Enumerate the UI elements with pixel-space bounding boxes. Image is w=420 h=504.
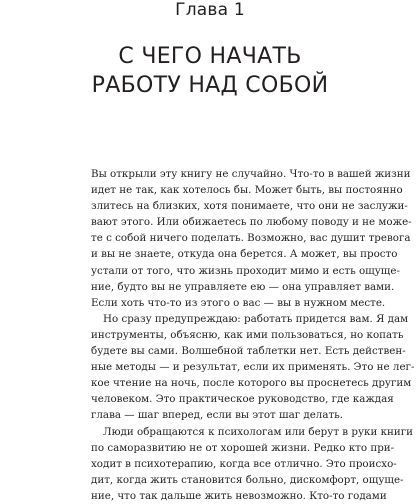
paragraph-line: те с собой ничего поделать. Возможно, вас душит тревога xyxy=(91,232,411,245)
paragraph-line: инструменты, объясню, как ими пользоваться, но копать xyxy=(91,328,404,341)
paragraph-line: кое чтение на ночь, после которого вы проснетесь другим xyxy=(91,377,412,390)
paragraph-line: Если хоть что-то из этого о вас — вы в нужном месте. xyxy=(91,296,386,309)
chapter-title-line: РАБОТУ НАД СОБОЙ xyxy=(91,73,329,98)
paragraph-line: устали от того, что жизнь проходит мимо и есть ощуще- xyxy=(91,264,400,277)
body-text xyxy=(91,166,415,504)
paragraph-line: ходит в психотерапию, когда все отлично. Это происхо- xyxy=(91,457,397,470)
paragraph-line: ные методы — и результат, если их применять. Это не лег- xyxy=(91,361,415,374)
paragraph-line: человеком. Это практическое руководство, где каждая xyxy=(91,393,394,406)
paragraph-line: ние, что так дальше жить невозможно. Кто-то годами xyxy=(91,489,387,502)
chapter-title xyxy=(0,42,420,100)
paragraph-line: Люди обращаются к психологам или берут в руки книги xyxy=(103,425,413,438)
chapter-label: Глава 1 xyxy=(175,0,245,20)
paragraph-line: ние, будто вы не управляете ею — она управляет вами. xyxy=(91,280,395,293)
chapter-title-line: С ЧЕГО НАЧАТЬ xyxy=(118,44,302,69)
paragraph-line: будете вы сами. Волшебной таблетки нет. Есть действен- xyxy=(91,345,406,358)
paragraph-line: и вы не знаете, откуда она берется. А может, вы просто xyxy=(91,248,398,261)
paragraph-line: глава — шаг вперед, если вы этот шаг делать. xyxy=(91,409,344,422)
paragraph-line: вают этого. Или обижаетесь по любому поводу и не може- xyxy=(91,216,412,229)
paragraph-line: по саморазвитию не от хорошей жизни. Редко кто при- xyxy=(91,441,395,454)
paragraph-line: Но сразу предупреждаю: работать придется вам. Я дам xyxy=(103,312,409,325)
paragraph-line: идет не так, как хотелось бы. Может быть, вы постоянно xyxy=(91,184,403,197)
paragraph-line: дит, когда жить становится больно, дискомфорт, ощуще- xyxy=(91,473,404,486)
paragraph-line: злитесь на близких, хотя понимаете, что они не заслужи- xyxy=(91,200,408,213)
paragraph-line: Вы открыли эту книгу не случайно. Что-то в вашей жизни xyxy=(91,168,411,180)
